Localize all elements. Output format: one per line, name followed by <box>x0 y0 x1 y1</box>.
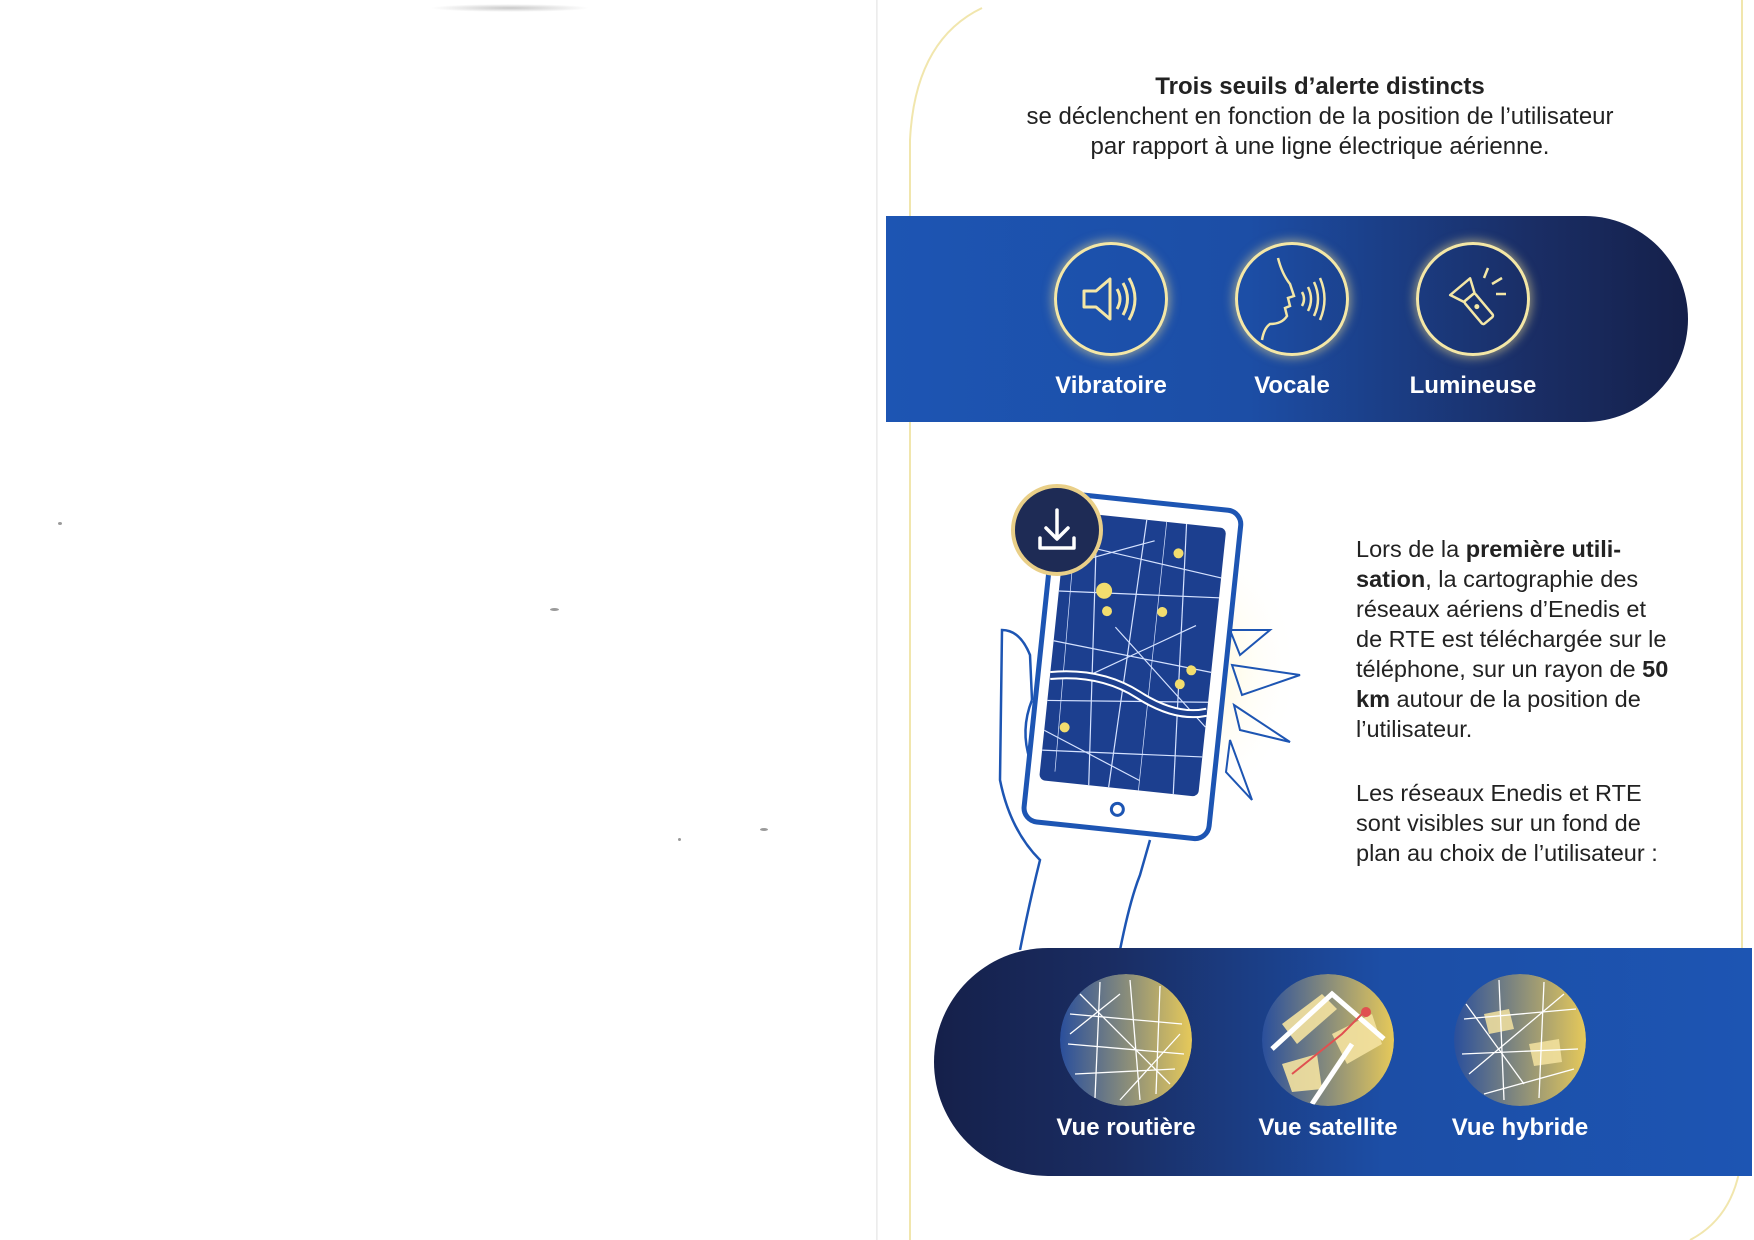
road-map-icon <box>1060 974 1192 1106</box>
alert-label: Lumineuse <box>1409 372 1537 399</box>
alert-vocale <box>1232 242 1352 399</box>
speaker-icon <box>1054 242 1168 356</box>
satellite-map-icon <box>1262 974 1394 1106</box>
desc-text: , la cartographie des réseaux aériens d’Enedis et de RTE est téléchargée sur le téléphone, sur un rayon de <box>1356 566 1667 682</box>
alert-label: Vocale <box>1254 372 1330 399</box>
flashlight-icon <box>1416 242 1530 356</box>
intro-text <box>990 72 1650 162</box>
view-routiere <box>1056 974 1196 1141</box>
voice-icon <box>1235 242 1349 356</box>
view-hybride <box>1450 974 1590 1141</box>
view-label: Vue satellite <box>1258 1114 1398 1141</box>
alert-vibratoire <box>1051 242 1171 399</box>
description <box>1356 534 1676 902</box>
description-paragraph: Les réseaux Enedis et RTE sont visibles sur un fond de plan au choix de l’utilisateur : <box>1356 780 1658 866</box>
desc-bold: 50 km <box>1356 656 1669 712</box>
desc-bold: première utili- sation <box>1356 536 1622 592</box>
intro-line: se déclenchent en fonction de la position de l’utilisateur <box>1026 103 1614 130</box>
view-label: Vue routière <box>1056 1114 1196 1141</box>
intro-title: Trois seuils d’alerte distincts <box>1155 73 1485 100</box>
description-paragraph <box>1356 534 1676 744</box>
intro-line: par rapport à une ligne électrique aérienne. <box>1090 133 1550 160</box>
view-label: Vue hybride <box>1451 1114 1589 1141</box>
alert-lumineuse <box>1409 242 1537 399</box>
desc-text: Lors de la <box>1356 536 1466 562</box>
view-satellite <box>1258 974 1398 1141</box>
hybrid-map-icon <box>1454 974 1586 1106</box>
desc-text: autour de la position de l’utilisateur. <box>1356 686 1641 742</box>
phone-map-illustration <box>990 480 1320 950</box>
alert-label: Vibratoire <box>1055 372 1167 399</box>
